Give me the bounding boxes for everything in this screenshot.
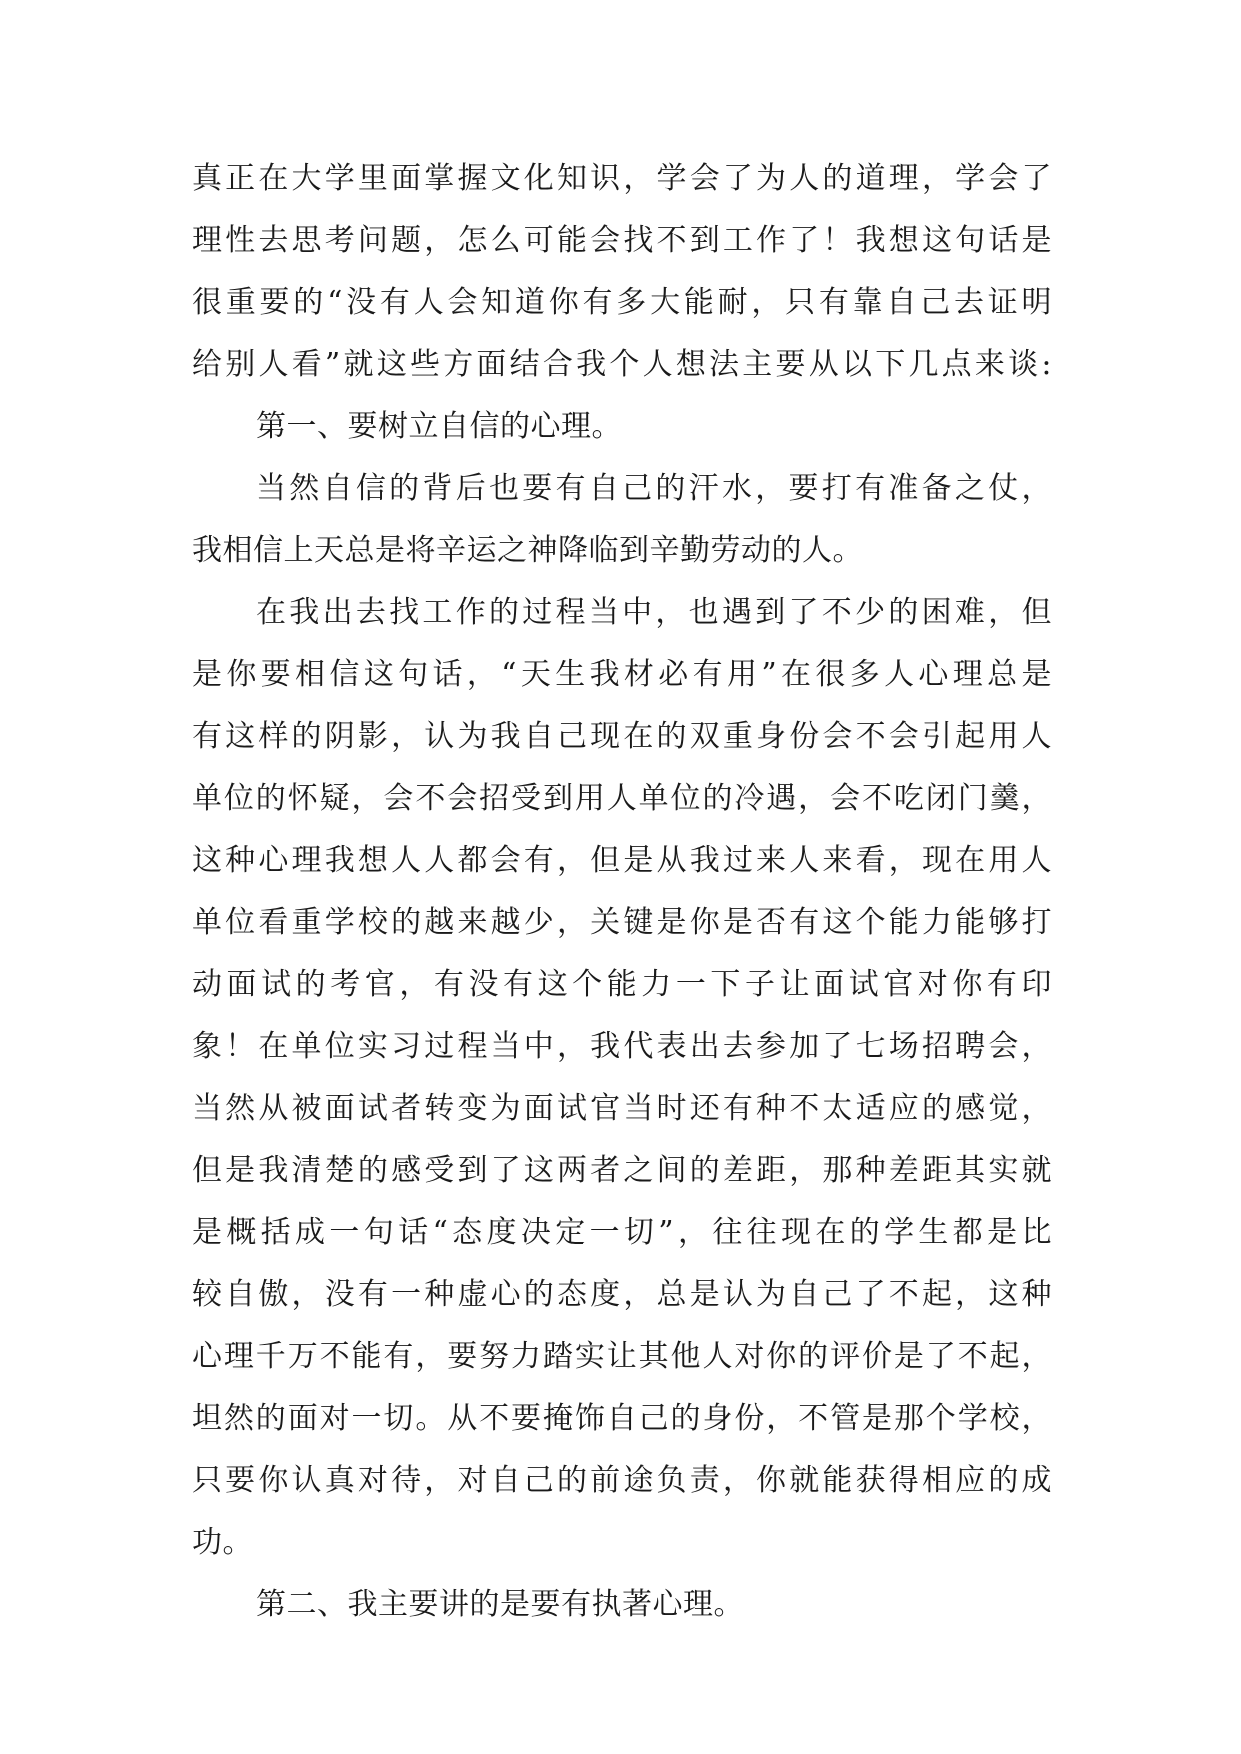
text-line: 单位看重学校的越来越少，关键是你是否有这个能力能够打 [192, 905, 1052, 940]
section-heading-2: 第二、我主要讲的是要有执著心理。 [256, 1587, 744, 1622]
text-line: 给别人看”就这些方面结合我个人想法主要从以下几点来谈: [192, 347, 1052, 382]
text-line: 有这样的阴影，认为我自己现在的双重身份会不会引起用人 [192, 719, 1052, 754]
text-line: 很重要的“没有人会知道你有多大能耐，只有靠自己去证明 [192, 285, 1052, 320]
text-line: 是你要相信这句话，“天生我材必有用”在很多人心理总是 [192, 657, 1052, 692]
text-line: 单位的怀疑，会不会招受到用人单位的冷遇，会不吃闭门羹， [192, 781, 1052, 816]
body-text [192, 148, 1052, 1636]
text-line: 但是我清楚的感受到了这两者之间的差距，那种差距其实就 [192, 1153, 1052, 1188]
text-line: 动面试的考官，有没有这个能力一下子让面试官对你有印 [192, 967, 1052, 1002]
text-line: 是概括成一句话“态度决定一切”，往往现在的学生都是比 [192, 1215, 1052, 1250]
text-line: 象！在单位实习过程当中，我代表出去参加了七场招聘会， [192, 1029, 1052, 1064]
text-line: 坦然的面对一切。从不要掩饰自己的身份，不管是那个学校， [192, 1401, 1052, 1436]
text-line: 真正在大学里面掌握文化知识，学会了为人的道理，学会了 [192, 161, 1052, 196]
text-line: 我相信上天总是将辛运之神降临到辛勤劳动的人。 [192, 533, 863, 568]
text-line: 这种心理我想人人都会有，但是从我过来人来看，现在用人 [192, 843, 1052, 878]
text-line: 只要你认真对待，对自己的前途负责，你就能获得相应的成 [192, 1463, 1052, 1498]
section-heading-1: 第一、要树立自信的心理。 [256, 409, 622, 444]
text-line: 功。 [192, 1525, 253, 1560]
text-line: 在我出去找工作的过程当中，也遇到了不少的困难，但 [256, 595, 1052, 630]
text-line: 理性去思考问题，怎么可能会找不到工作了！我想这句话是 [192, 223, 1052, 258]
text-line: 当然自信的背后也要有自己的汗水，要打有准备之仗， [256, 471, 1052, 506]
text-line: 当然从被面试者转变为面试官当时还有种不太适应的感觉， [192, 1091, 1052, 1126]
text-line: 较自傲，没有一种虚心的态度，总是认为自己了不起，这种 [192, 1277, 1052, 1312]
text-line: 心理千万不能有，要努力踏实让其他人对你的评价是了不起， [192, 1339, 1052, 1374]
